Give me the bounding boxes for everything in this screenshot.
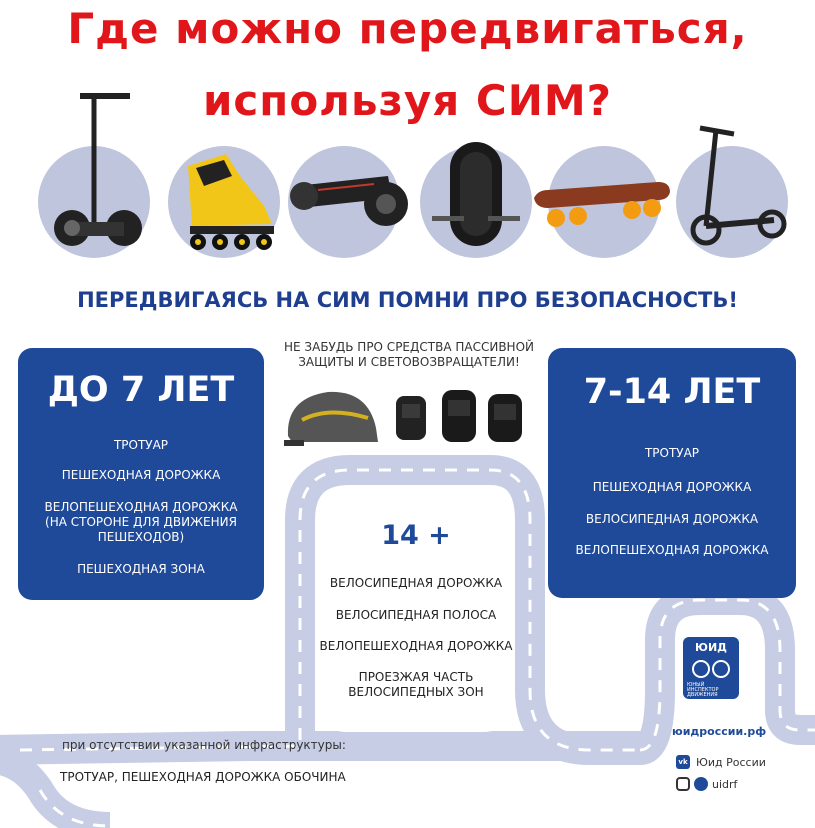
hoverboard-icon [288,146,400,258]
panel-title: 7-14 ЛЕТ [583,372,761,412]
age-14-plus: 14 + [381,520,451,551]
panel-title: ДО 7 ЛЕТ [47,370,235,410]
panel-item: ТРОТУАР [113,438,169,452]
scooter-icon [676,146,788,258]
center-item: ВЕЛОСИПЕДНАЯ ПОЛОСА [335,608,497,622]
monowheel-icon [420,146,532,258]
panel-item: ПЕШЕХОДНАЯ ДОРОЖКА [592,480,752,494]
protection-note-line: НЕ ЗАБУДЬ ПРО СРЕДСТВА ПАССИВНОЙ [284,340,534,354]
ig-label: uidrf [712,777,738,791]
social-links[interactable] [676,776,737,792]
vk-link[interactable] [676,754,766,770]
bicycle-logo-icon [691,657,731,681]
center-item: ВЕЛОПЕШЕХОДНАЯ ДОРОЖКА [319,639,513,653]
skateboard-icon [548,146,660,258]
center-item: ВЕЛОСИПЕДНЫХ ЗОН [348,685,484,699]
protection-note-line: ЗАЩИТЫ И СВЕТОВОЗВРАЩАТЕЛИ! [298,355,520,369]
segway-icon [38,146,150,258]
panel-7-14 [548,348,796,598]
panel-item: ПЕШЕХОДНАЯ ЗОНА [77,562,205,576]
logo-caption: ЮНЫЙ ИНСПЕКТОР ДВИЖЕНИЯ [687,682,719,698]
fallback-routes: ТРОТУАР, ПЕШЕХОДНАЯ ДОРОЖКА ОБОЧИНА [60,770,346,784]
center-item: ПРОЕЗЖАЯ ЧАСТЬ [358,670,474,684]
protective-gear-icon [282,370,542,460]
panel-item: ВЕЛОПЕШЕХОДНАЯ ДОРОЖКА [575,543,769,557]
protection-note [264,340,554,370]
panel-item: ПЕШЕХОДОВ) [97,530,185,544]
infrastructure-note: при отсутствии указанной инфраструктуры: [62,738,346,752]
panel-item: ПЕШЕХОДНАЯ ДОРОЖКА [61,468,221,482]
instagram-icon [676,777,690,791]
center-item: ВЕЛОСИПЕДНАЯ ДОРОЖКА [329,576,503,590]
vk-icon: vk [676,755,690,769]
panel-item: ВЕЛОПЕШЕХОДНАЯ ДОРОЖКА [44,500,238,514]
panel-item: ТРОТУАР [644,446,700,460]
twitter-icon [694,777,708,791]
panel-item: ВЕЛОСИПЕДНАЯ ДОРОЖКА [585,512,759,526]
page-title-line-2: используя СИМ? [202,76,613,125]
safety-subtitle: ПЕРЕДВИГАЯСЬ НА СИМ ПОМНИ ПРО БЕЗОПАСНОСТЬ! [77,288,738,312]
website-link[interactable]: юидроссии.рф [672,725,767,738]
rollerblade-icon [168,146,280,258]
uid-logo [683,637,739,699]
logo-title: ЮИД [695,641,727,654]
panel-item: (НА СТОРОНЕ ДЛЯ ДВИЖЕНИЯ [45,515,237,529]
vk-label: Юид России [696,755,766,769]
page-title-line-1: Где можно передвигаться, [67,4,748,53]
panel-under-7 [18,348,264,600]
